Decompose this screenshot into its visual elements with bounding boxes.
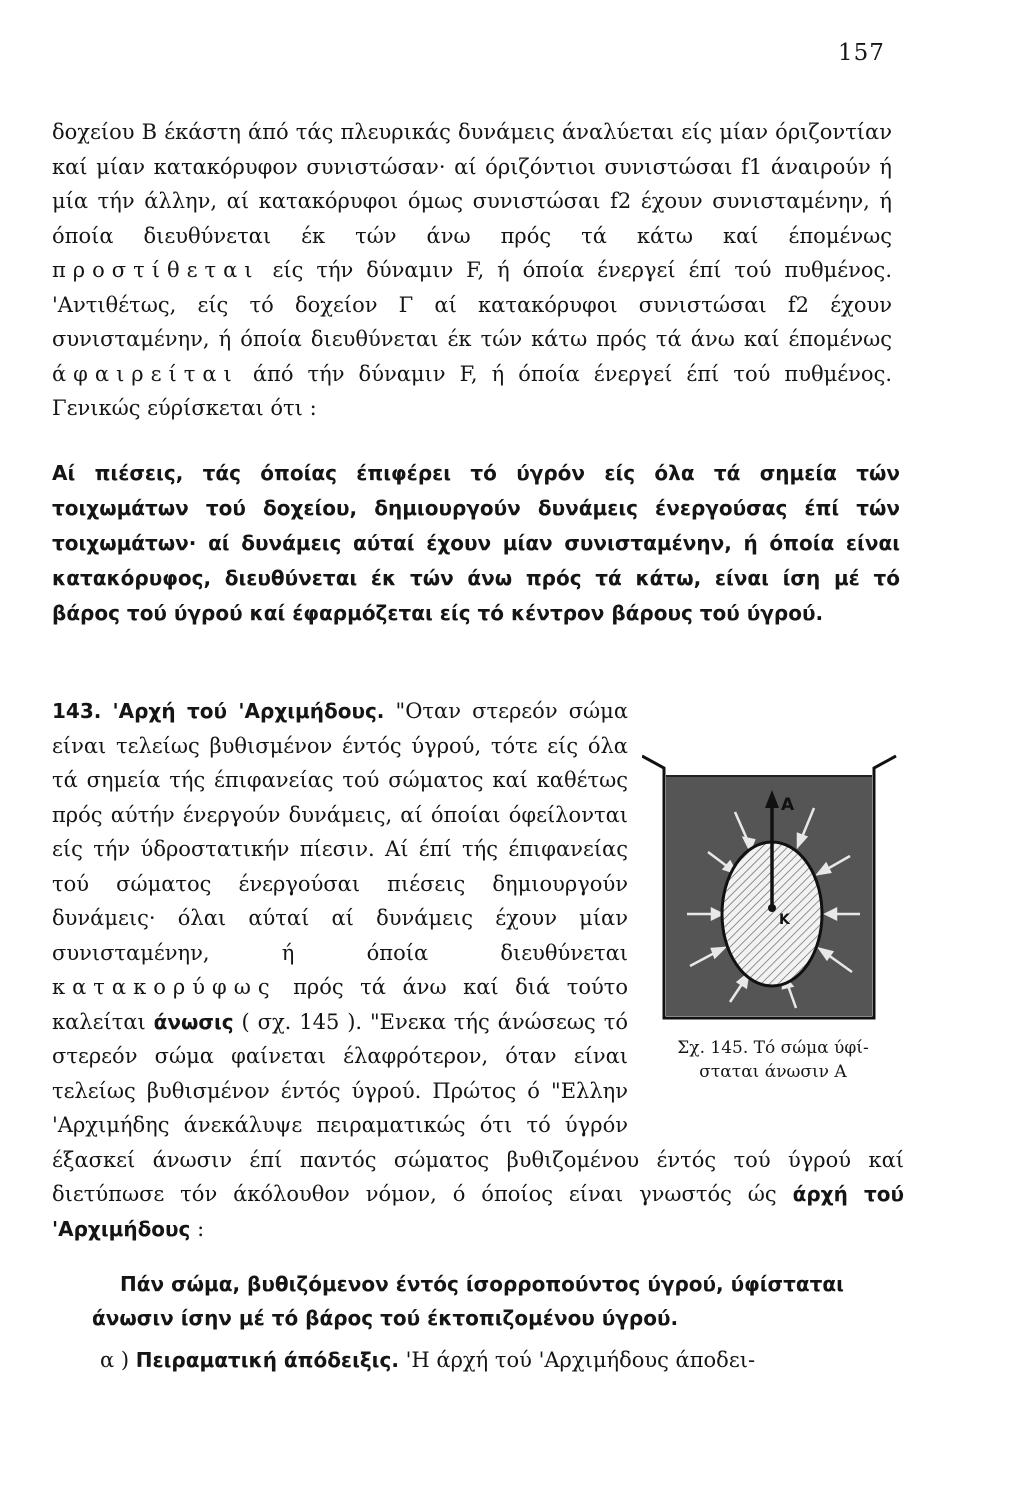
section-text-b: πρός τά άνω καί διά τούτο καλείται [52,975,628,1034]
section-text-d: : [197,1216,205,1241]
caption-line-2: σταται άνωσιν Α [699,1062,847,1082]
law-statement-wall-pressure: Αί πιέσεις, τάς όποίας έπιφέρει τό ύγρόν είς όλα τά σημεία τών τοιχωμάτων τού δοχείου, δημιουργούν δυνάμεις ένεργούσας έπί τών τοιχωμάτων· αί δυνάμεις αύταί έχουν μίαν συνισταμένην, ή όποία είναι κατακόρυφος, διευθύνεται έκ τών άνω πρός τά κάτω, είναι ίση μέ τό βάρος τού ύγρού καί έφαρμόζεται είς τό κέντρον βάρους τού ύγρού. [52,461,900,625]
section-text-a: "Οταν στερεόν σώμα είναι τελείως βυθισμένον έντός ύγρού, τότε είς όλα τά σημεία τής έπιφανείας τού σώματος καί καθέτως πρός αύτήν ένεργούν δυνάμεις, αί όποίαι όφείλονται είς τήν ύδροστατικήν πίεσιν. Αί έπί τής έπιφανείας τού σώματος ένεργούσαι πιέσεις δημιουργούν δυνάμεις· όλαι αύταί αί δυνάμεις έχουν μίαν συνισταμένην, ή όποία διευθύνεται [52,699,628,965]
page-number: 157 [838,40,885,66]
spaced-term-subtract: άφαιρείται [52,361,239,386]
section-number: 143. [52,699,102,723]
label-a: A [781,795,795,815]
spaced-term-add: προστίθεται [52,258,260,282]
section-title: 'Αρχή τού 'Αρχιμήδους. [112,699,385,723]
center-point [768,904,776,912]
demo-label: α ) [100,1348,130,1372]
paragraph-fluid-forces [52,115,892,426]
term-buoyancy: άνωσις [153,1009,234,1034]
archimedes-section [52,694,904,1246]
paragraph-text-end: άπό τήν δύναμιν F, ή όποία ένεργεί έπί τού πυθμένος. Γενικώς εύρίσκεται ότι : [52,361,892,420]
caption-line-1: Σχ. 145. Τό σώμα ύφί- [677,1038,869,1058]
demo-title: Πειραματική άπόδειξις. [135,1348,399,1372]
paragraph-text: δοχείου Β έκάστη άπό τάς πλευρικάς δυνάμεις άναλύεται είς μίαν όριζοντίαν καί μίαν κατακόρυφον συνιστώσαν· αί όριζόντιοι συνιστώσαι f1 άναιρούν ή μία τήν άλλην, αί κατακόρυφοι όμως συνιστώσαι f2 έχουν συνισταμένην, ή όποία διευθύνεται έκ τών άνω πρός τά κάτω καί έπομένως [52,120,892,248]
spaced-term-vertical: κατακορύφως [52,975,277,999]
label-k: K [779,912,790,928]
law-statement-archimedes: Πάν σώμα, βυθιζόμενον έντός ίσορροπούντος ύγρού, ύφίσταται άνωσιν ίσην μέ τό βάρος τού έκτοπιζομένου ύγρού. [92,1272,844,1330]
figure-diagram [642,746,904,1028]
experimental-proof [100,1343,900,1377]
section-text-c: ( σχ. 145 ). "Ενεκα τής άνώσεως τό στερεόν σώμα φαίνεται έλαφρότερον, όταν είναι τελείως βυθισμένον έντός ύγρού. Πρώτος ό "Ελλην 'Αρχιμήδης άνεκάλυψε πειραματικώς ότι τό ύγρόν έξασκεί άνωσιν έπί παντός σώματος βυθιζομένου έντός τού ύγρού καί διετύπωσε τόν άκόλουθον νόμον, ό όποίος είναι γνωστός ώς [52,1009,904,1206]
paragraph-text-middle: είς τήν δύναμιν F, ή όποία ένεργεί έπί τού πυθμένος. 'Αντιθέτως, είς τό δοχείον Γ αί κατακόρυφοι συνιστώσαι f2 έχουν συνισταμένην, ή όποία διευθύνεται έκ τών κάτω πρός τά άνω καί έπομένως [52,258,892,351]
law-name: άρχή τού 'Αρχιμήδους [52,1182,904,1241]
demo-text: 'Η άρχή τού 'Αρχιμήδους άποδει- [405,1348,756,1372]
figure-caption [642,1036,904,1084]
figure-145 [642,746,904,1141]
